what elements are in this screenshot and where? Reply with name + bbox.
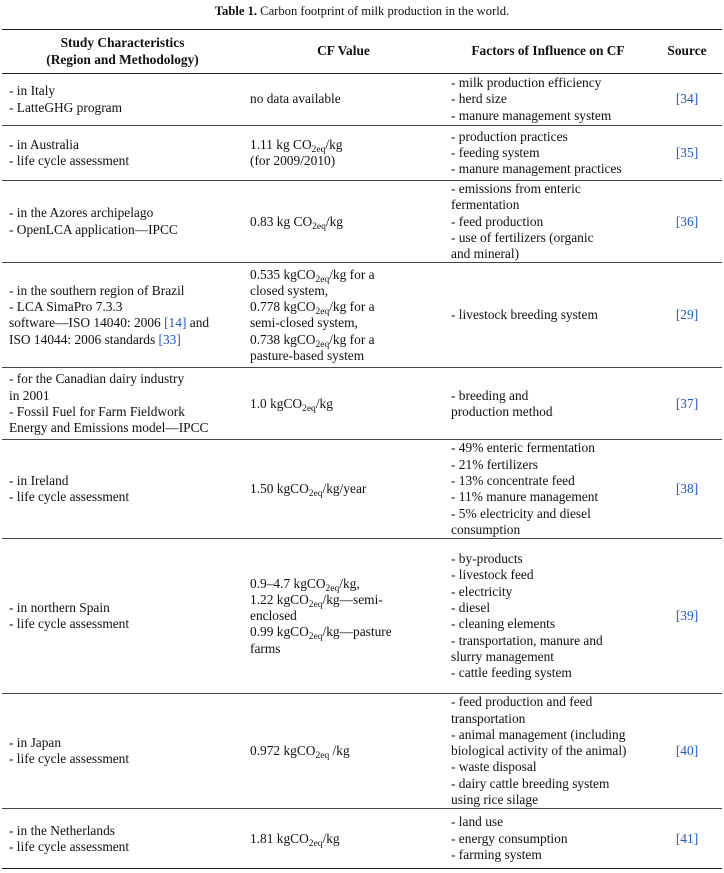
cf-cell [243, 539, 444, 694]
source-link[interactable]: [41] [675, 830, 699, 846]
study-line: - in Ireland [9, 473, 69, 489]
cf-line: no data available [250, 91, 341, 107]
cf-cell [243, 694, 444, 809]
table-body [2, 74, 722, 869]
subscript: 2eq [315, 751, 330, 762]
source-cell [652, 539, 722, 694]
subscript: 2eq [308, 599, 323, 610]
cf-line: 1.22 kgCO$_{2eq}$/kg—semi- [250, 591, 383, 610]
factor-line: - diesel [451, 599, 491, 615]
source-link[interactable]: [29] [675, 307, 699, 323]
study-line: - for the Canadian dairy industry [9, 371, 185, 387]
study-cell [2, 263, 243, 368]
subscript: 2eq [308, 838, 323, 849]
cf-cell [243, 368, 444, 440]
factor-line: - manure management practices [451, 161, 622, 177]
factor-line: slurry management [451, 648, 554, 664]
study-cell [2, 694, 243, 809]
source-cell [652, 694, 722, 809]
study-line: - life cycle assessment [9, 153, 130, 168]
cf-cell [243, 181, 444, 263]
header-study-line1: Study Characteristics [60, 35, 185, 51]
source-link[interactable]: [39] [675, 608, 699, 624]
factor-line: - 49% enteric fermentation [451, 440, 595, 456]
study-cell [2, 440, 243, 539]
factor-line: - feeding system [451, 144, 540, 160]
source-cell [652, 74, 722, 126]
subscript: 2eq [308, 489, 323, 500]
study-line: - in Italy [9, 83, 56, 99]
factor-line: consumption [451, 521, 521, 537]
carbon-footprint-table [2, 29, 722, 869]
factor-line: - transportation, manure and [451, 632, 603, 648]
source-cell [652, 126, 722, 181]
table-row [2, 440, 722, 539]
table-row [2, 809, 722, 869]
factors-cell [444, 440, 652, 539]
header-study [2, 30, 243, 74]
factor-line: - cleaning elements [451, 616, 556, 632]
factor-line: - 5% electricity and diesel [451, 505, 591, 521]
cf-line: 0.535 kgCO$_{2eq}$/kg for a [250, 266, 375, 285]
header-cf: CF Value [243, 30, 444, 74]
table-row [2, 74, 722, 126]
study-line: - life cycle assessment [9, 751, 130, 767]
study-cell [2, 539, 243, 694]
cf-cell [243, 126, 444, 181]
study-cell [2, 74, 243, 126]
study-line: - LCA SimaPro 7.3.3 [9, 299, 123, 315]
subscript: 2eq [315, 307, 330, 318]
table-row [2, 539, 722, 694]
factor-line: biological activity of the animal) [451, 743, 627, 759]
source-cell [652, 263, 722, 368]
table-row [2, 126, 722, 181]
cf-cell [243, 809, 444, 869]
study-line: - Fossil Fuel for Farm Fieldwork [9, 403, 185, 419]
study-line: ISO 14044: 2006 standards [33] [9, 331, 181, 347]
study-line: - in the Netherlands [9, 822, 115, 838]
factors-cell [444, 694, 652, 809]
factor-line: - land use [451, 814, 504, 830]
source-link[interactable]: [40] [675, 743, 699, 759]
table-row [2, 263, 722, 368]
study-line: - in Japan [9, 735, 62, 750]
subscript: 2eq [302, 403, 316, 414]
caption-label: Table 1. [214, 4, 258, 18]
factor-line: - production practices [451, 128, 568, 144]
table-row [2, 368, 722, 440]
source-cell [652, 809, 722, 869]
cf-line: closed system, [250, 282, 329, 298]
factor-line: - by-products [451, 551, 523, 567]
factor-line: - cattle feeding system [451, 665, 572, 681]
cf-line: 0.83 kg $CO_{2eq}/kg$ [250, 213, 343, 232]
factor-line: - animal management (including [451, 726, 626, 742]
study-cell [2, 126, 243, 181]
table-row [2, 694, 722, 809]
factor-line: - 21% fertilizers [451, 456, 538, 472]
factor-line: using rice silage [451, 792, 539, 808]
factor-line: fermentation [451, 197, 520, 213]
factor-line: - waste disposal [451, 759, 537, 775]
factor-line: - dairy cattle breeding system [451, 775, 610, 791]
factor-line: production method [451, 403, 553, 419]
study-line: Energy and Emissions model—IPCC [9, 420, 209, 436]
source-cell [652, 368, 722, 440]
citation-link[interactable]: [14] [164, 315, 187, 331]
cf-cell [243, 440, 444, 539]
factor-line: - livestock breeding system [451, 307, 598, 323]
cf-line: 0.778 kgCO$_{2eq}$/kg for a [250, 299, 375, 318]
subscript: 2eq [315, 339, 330, 350]
subscript: 2eq [315, 274, 330, 285]
factors-cell [444, 126, 652, 181]
subscript: 2eq [308, 632, 323, 643]
factor-line: - 13% concentrate feed [451, 473, 575, 489]
factor-line: - livestock feed [451, 567, 534, 583]
factor-line: - emissions from enteric [451, 181, 581, 196]
table-caption [0, 3, 724, 19]
study-line: - LatteGHG program [9, 99, 123, 115]
cf-line: enclosed [250, 608, 297, 624]
study-cell [2, 181, 243, 263]
cf-line: 1.0 kgCO$_{2eq}$/kg [250, 395, 333, 414]
cf-line: 1.11 kg $CO_{2eq}/kg$ [250, 136, 343, 155]
factors-cell [444, 809, 652, 869]
study-line: - in the Azores archipelago [9, 205, 154, 221]
header-row [2, 30, 722, 74]
subscript: 2eq [325, 583, 340, 594]
factor-line: - use of fertilizers (organic [451, 229, 594, 245]
factor-line: - manure management system [451, 107, 612, 123]
source-link[interactable]: [38] [675, 481, 699, 497]
study-line: - life cycle assessment [9, 489, 130, 505]
study-line: - OpenLCA application—IPCC [9, 221, 178, 237]
cf-line: 0.738 kgCO$_{2eq}$/kg for a [250, 331, 375, 350]
source-link[interactable]: [35] [675, 144, 699, 160]
factors-cell [444, 263, 652, 368]
factor-line: - farming system [451, 846, 542, 862]
study-line: - in the southern region of Brazil [9, 282, 185, 298]
source-cell [652, 181, 722, 263]
subscript: 2eq [312, 221, 326, 232]
study-cell [2, 368, 243, 440]
study-line: software—ISO 14040: 2006 [14] and [9, 315, 210, 331]
cf-line: farms [250, 640, 281, 656]
header-source: Source [652, 30, 722, 74]
source-link[interactable]: [36] [675, 213, 699, 229]
factors-cell [444, 539, 652, 694]
cf-cell [243, 74, 444, 126]
subscript: 2eq [311, 144, 326, 155]
factor-line: - electricity [451, 583, 513, 599]
table-row [2, 181, 722, 263]
study-line: - life cycle assessment [9, 616, 130, 632]
cf-cell [243, 263, 444, 368]
factor-line: - energy consumption [451, 830, 568, 846]
factor-line: and mineral) [451, 246, 520, 262]
caption-text: Carbon footprint of milk production in the world. [260, 4, 510, 18]
cf-line: semi-closed system, [250, 315, 358, 331]
factors-cell [444, 181, 652, 263]
header-study-line2: (Region and Methodology) [46, 51, 199, 67]
source-cell [652, 440, 722, 539]
study-line: - in Australia [9, 136, 79, 152]
factor-line: - herd size [451, 91, 507, 107]
source-link[interactable]: [37] [675, 395, 699, 411]
study-line: - in northern Spain [9, 599, 110, 615]
cf-line: pasture-based system [250, 348, 365, 364]
cf-line: (for 2009/2010) [250, 153, 336, 168]
factor-line: - breeding and [451, 387, 529, 403]
header-factors: Factors of Influence on CF [444, 30, 652, 74]
study-cell [2, 809, 243, 869]
factor-line: - feed production and feed [451, 694, 593, 710]
citation-link[interactable]: [33] [158, 331, 181, 347]
factor-line: - feed production [451, 213, 544, 229]
factors-cell [444, 74, 652, 126]
cf-line: 1.50 kgCO$_{2eq}$/kg/year [250, 481, 367, 500]
source-link[interactable]: [34] [675, 91, 699, 107]
factor-line: - milk production efficiency [451, 75, 602, 91]
cf-line: 0.972 kgCO$_{2eq}$ /kg [250, 743, 350, 762]
factor-line: transportation [451, 710, 526, 726]
cf-line: 0.99 kgCO$_{2eq}$/kg—pasture [250, 624, 392, 643]
factor-line: - 11% manure management [451, 489, 599, 505]
study-line: in 2001 [9, 387, 50, 403]
cf-line: 0.9–4.7 kgCO$_{2eq}$/kg, [250, 575, 360, 594]
factors-cell [444, 368, 652, 440]
cf-line: 1.81 kgCO$_{2eq}$/kg [250, 830, 340, 849]
study-line: - life cycle assessment [9, 838, 130, 854]
